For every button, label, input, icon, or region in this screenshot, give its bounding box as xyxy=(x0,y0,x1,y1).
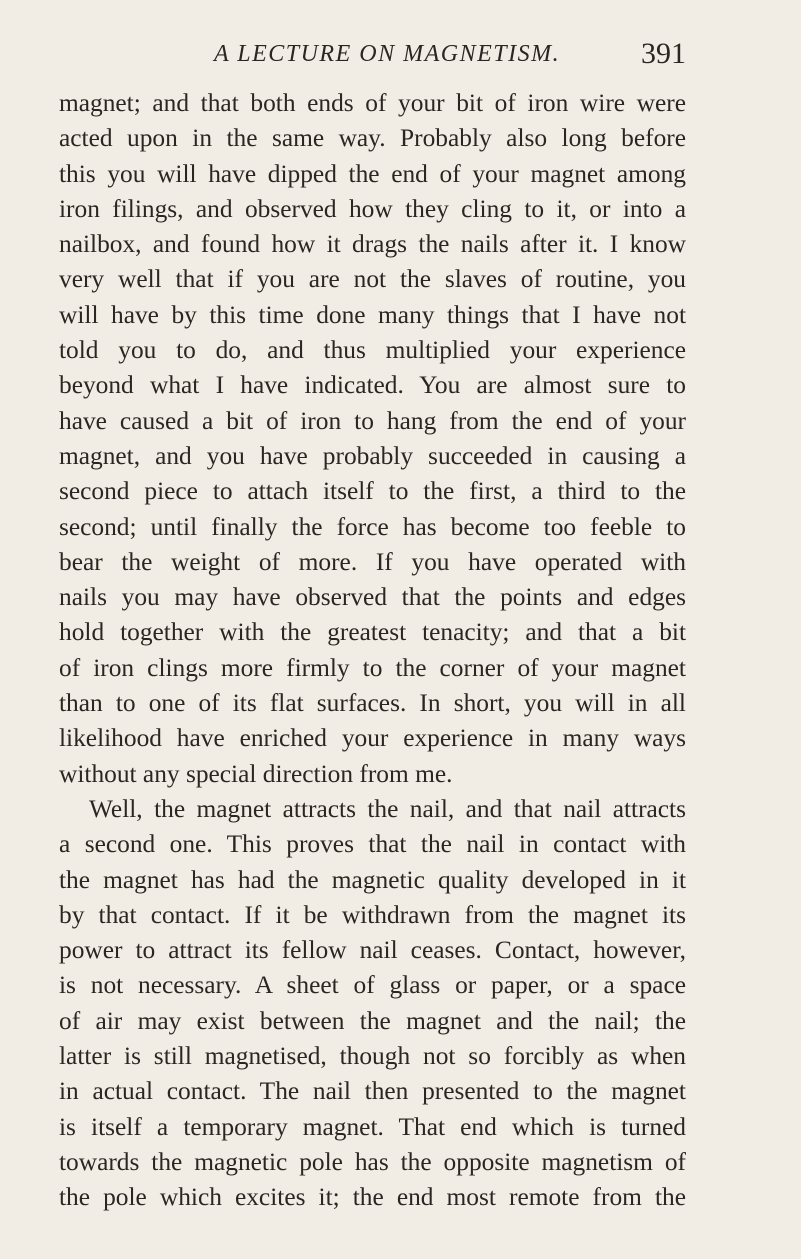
text-line: nailbox, and found how it drags the nails after it. I know xyxy=(59,230,686,259)
text-line: by that contact. If it be withdrawn from the magnet its xyxy=(59,900,686,929)
text-line: of iron clings more firmly to the corner of your magnet xyxy=(59,653,686,682)
text-line: than to one of its flat surfaces. In short, you will in all xyxy=(59,689,686,718)
text-line: bear the weight of more. If you have operated with xyxy=(59,547,686,576)
text-line: second piece to attach itself to the first, a third to the xyxy=(59,477,686,506)
text-line: told you to do, and thus multiplied your experience xyxy=(59,336,686,365)
page-number: 391 xyxy=(641,37,686,70)
text-line: this you will have dipped the end of your magnet among xyxy=(59,159,686,188)
text-line: of air may exist between the magnet and the nail; the xyxy=(59,1006,686,1035)
text-line: without any special direction from me. xyxy=(59,759,453,788)
text-line: iron filings, and observed how they cling to it, or into a xyxy=(59,194,686,223)
text-line: a second one. This proves that the nail in contact with xyxy=(59,830,686,859)
text-line: power to attract its fellow nail ceases. Contact, however, xyxy=(59,936,686,965)
text-line: latter is still magnetised, though not so forcibly as when xyxy=(59,1042,686,1071)
text-line: in actual contact. The nail then presented to the magnet xyxy=(59,1077,686,1106)
running-head xyxy=(0,34,801,74)
text-line: is not necessary. A sheet of glass or paper, or a space xyxy=(59,971,686,1000)
text-line: is itself a temporary magnet. That end which is turned xyxy=(59,1112,686,1141)
text-line: nails you may have observed that the points and edges xyxy=(59,583,686,612)
text-line: beyond what I have indicated. You are almost sure to xyxy=(59,371,686,400)
text-line: the magnet has had the magnetic quality developed in it xyxy=(59,865,686,894)
text-line: very well that if you are not the slaves of routine, you xyxy=(59,265,686,294)
text-line: magnet, and you have probably succeeded in causing a xyxy=(59,441,686,470)
text-line: likelihood have enriched your experience in many ways xyxy=(59,724,686,753)
text-line: towards the magnetic pole has the opposite magnetism of xyxy=(59,1147,686,1176)
text-line: have caused a bit of iron to hang from the end of your xyxy=(59,406,686,435)
text-line: Well, the magnet attracts the nail, and that nail attracts xyxy=(89,794,686,823)
running-title: A LECTURE ON MAGNETISM. xyxy=(214,41,561,67)
text-line: will have by this time done many things that I have not xyxy=(59,300,686,329)
text-line: acted upon in the same way. Probably also long before xyxy=(59,124,686,153)
text-line: magnet; and that both ends of your bit of iron wire were xyxy=(59,89,686,117)
text-line: the pole which excites it; the end most remote from the xyxy=(59,1183,686,1212)
text-line: second; until finally the force has become too feeble to xyxy=(59,512,686,541)
body-text xyxy=(59,86,686,1216)
text-line: hold together with the greatest tenacity; and that a bit xyxy=(59,618,686,647)
